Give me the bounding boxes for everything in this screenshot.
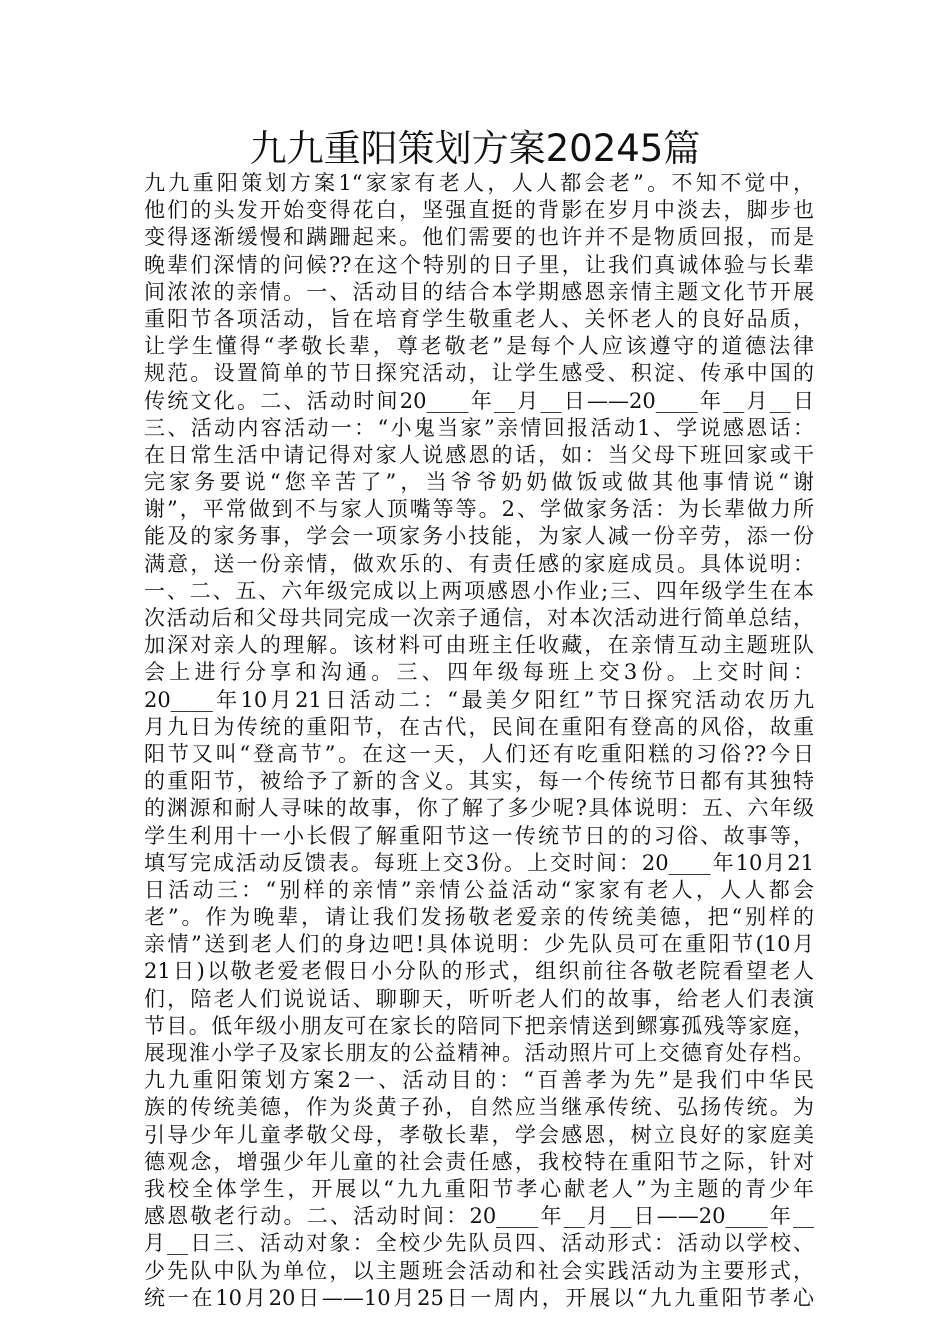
document-body [144, 170, 814, 1312]
body-line: 重阳节各项活动，旨在培育学生敬重老人、关怀老人的良好品质， [144, 306, 814, 331]
body-line: 次活动后和父母共同完成一次亲子通信，对本次活动进行简单总结， [144, 606, 814, 630]
body-line: 展现淮小学子及家长朋友的公益精神。活动照片可上交德育处存档。 [144, 1041, 814, 1065]
body-line: 阳节又叫“登高节”。在这一天，人们还有吃重阳糕的习俗??今日 [144, 741, 814, 766]
body-line: 统一在10月20日——10月25日一周内，开展以“九九重阳节孝心 [144, 1285, 814, 1310]
body-line: 21日)以敬老爱老假日小分队的形式，组织前往各敬老院看望老人 [144, 959, 814, 984]
body-line: 满意，送一份亲情，做欢乐的、有责任感的家庭成员。具体说明： [144, 551, 814, 576]
body-line: 月九日为传统的重阳节，在古代，民间在重阳有登高的风俗，故重 [144, 714, 814, 739]
body-line: 在日常生活中请记得对家人说感恩的话，如：当父母下班回家或干 [144, 442, 814, 467]
body-line: 能及的家务事，学会一项家务小技能，为家人减一份辛劳，添一份 [144, 524, 814, 549]
body-line: 一、二、五、六年级完成以上两项感恩小作业;三、四年级学生在本 [144, 578, 814, 603]
body-line: 德观念，增强少年儿童的社会责任感，我校特在重阳节之际，针对 [144, 1149, 814, 1174]
body-line: 日活动三：“别样的亲情”亲情公益活动“家家有老人，人人都会 [144, 877, 814, 902]
body-line: 月__日三、活动对象：全校少先队员四、活动形式：活动以学校、 [144, 1231, 814, 1256]
body-line: 少先队中队为单位，以主题班会活动和社会实践活动为主要形式， [144, 1258, 814, 1283]
body-line: 传统文化。二、活动时间20____年__月__日——20____年__月__日 [144, 388, 814, 413]
body-line: 加深对亲人的理解。该材料可由班主任收藏，在亲情互动主题班队 [144, 633, 814, 658]
body-line: 们，陪老人们说说话、聊聊天，听听老人们的故事，给老人们表演 [144, 986, 814, 1011]
body-line: 会上进行分享和沟通。三、四年级每班上交3份。上交时间： [144, 660, 814, 685]
body-line: 亲情”送到老人们的身边吧!具体说明：少先队员可在重阳节(10月 [144, 932, 814, 957]
body-line: 规范。设置简单的节日探究活动，让学生感受、积淀、传承中国的 [144, 361, 814, 386]
body-line: 谢”，平常做到不与家人顶嘴等等。2、学做家务活：为长辈做力所 [144, 497, 814, 522]
body-line: 老”。作为晚辈，请让我们发扬敬老爱亲的传统美德，把“别样的 [144, 905, 814, 930]
body-line: 我校全体学生，开展以“九九重阳节孝心献老人”为主题的青少年 [144, 1176, 814, 1201]
body-line: 填写完成活动反馈表。每班上交3份。上交时间：20____年10月21 [144, 850, 814, 875]
body-line: 间浓浓的亲情。一、活动目的结合本学期感恩亲情主题文化节开展 [144, 279, 814, 304]
body-line: 节目。低年级小朋友可在家长的陪同下把亲情送到鳏寡孤残等家庭， [144, 1013, 814, 1038]
body-line: 族的传统美德，作为炎黄子孙，自然应当继承传统、弘扬传统。为 [144, 1095, 814, 1120]
body-line: 晚辈们深情的问候??在这个特别的日子里，让我们真诚体验与长辈 [144, 252, 814, 277]
body-line: 完家务要说“您辛苦了”，当爷爷奶奶做饭或做其他事情说“谢 [144, 470, 814, 495]
body-line: 九九重阳策划方案1“家家有老人，人人都会老”。不知不觉中， [144, 171, 814, 195]
document-title: 九九重阳策划方案20245篇 [249, 127, 701, 170]
body-line: 三、活动内容活动一：“小鬼当家”亲情回报活动1、学说感恩话： [144, 415, 814, 440]
body-line: 学生利用十一小长假了解重阳节这一传统节日的的习俗、故事等， [144, 823, 814, 848]
body-line: 变得逐渐缓慢和蹒跚起来。他们需要的也许并不是物质回报，而是 [144, 225, 814, 250]
body-line: 的重阳节，被给予了新的含义。其实，每一个传统节日都有其独特 [144, 769, 814, 794]
body-line: 20____年10月21日活动二：“最美夕阳红”节日探究活动农历九 [144, 687, 814, 712]
body-line: 让学生懂得“孝敬长辈，尊老敬老”是每个人应该遵守的道德法律 [144, 334, 814, 359]
body-line: 九九重阳策划方案2一、活动目的：“百善孝为先”是我们中华民 [144, 1068, 814, 1093]
body-line: 引导少年儿童孝敬父母，孝敬长辈，学会感恩，树立良好的家庭美 [144, 1122, 814, 1147]
body-line: 的渊源和耐人寻味的故事，你了解了多少呢?具体说明：五、六年级 [144, 796, 814, 821]
body-line: 感恩敬老行动。二、活动时间：20____年__月__日——20____年__ [144, 1204, 814, 1229]
body-line: 他们的头发开始变得花白，坚强直挺的背影在岁月中淡去，脚步也 [144, 198, 814, 223]
